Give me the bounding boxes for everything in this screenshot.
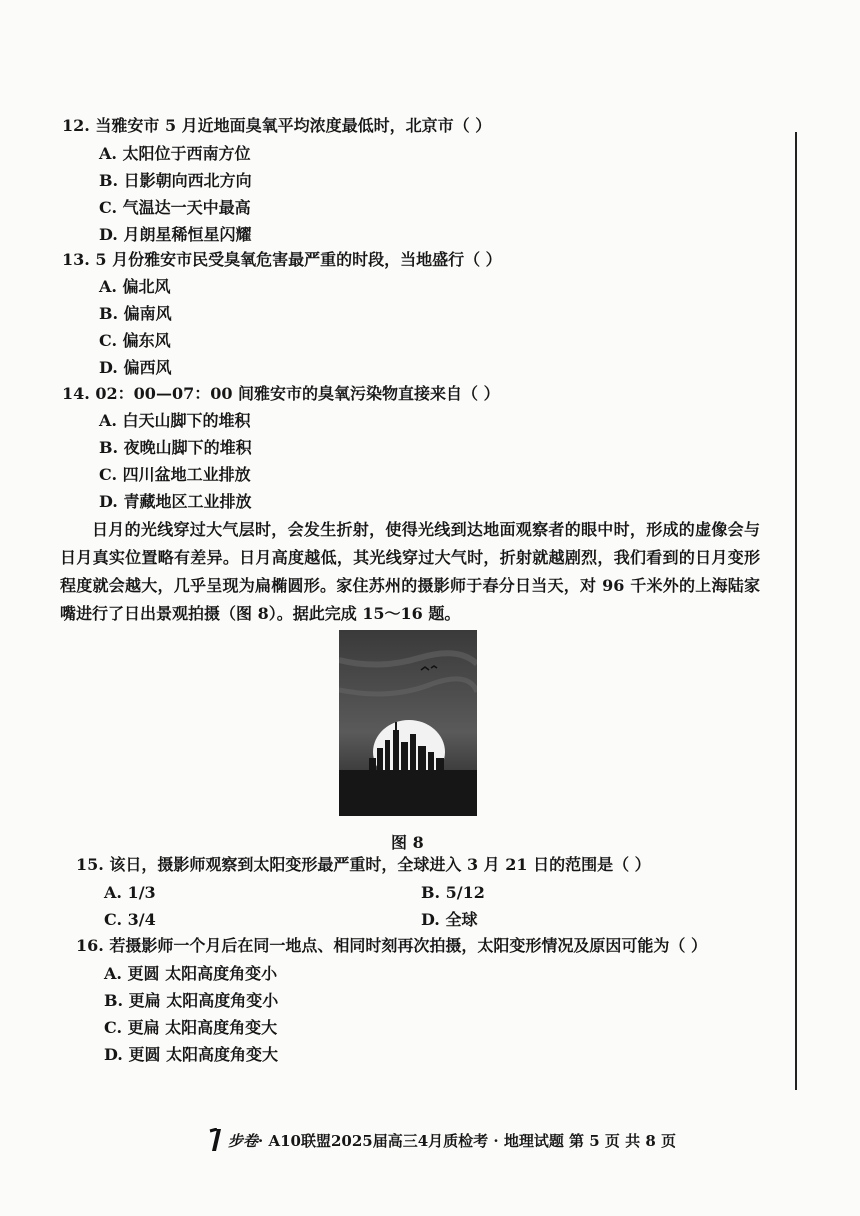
question-13-option-d: D. 偏西风 xyxy=(99,358,172,377)
question-12-stem: 12. 当雅安市 5 月近地面臭氧平均浓度最低时，北京市（ ） xyxy=(62,116,492,135)
figure-8-sunrise-photo xyxy=(339,630,477,816)
footer-text: · A10联盟2025届高三4月质检考 · 地理试题 第 5 页 共 8 页 xyxy=(258,1132,677,1150)
question-15-stem: 15. 该日，摄影师观察到太阳变形最严重时，全球进入 3 月 21 日的范围是（ ） xyxy=(76,855,651,874)
question-12-option-c: C. 气温达一天中最高 xyxy=(99,198,251,217)
question-15-option-d: D. 全球 xyxy=(421,910,478,929)
question-14-option-d: D. 青藏地区工业排放 xyxy=(99,492,252,511)
question-13-option-c: C. 偏东风 xyxy=(99,331,171,350)
question-15-option-a: A. 1/3 xyxy=(104,883,156,902)
passage-text: 日月的光线穿过大气层时，会发生折射，使得光线到达地面观察者的眼中时，形成的虚像会与日月真实位置略有差异。日月高度越低，其光线穿过大气时，折射就越剧烈，我们看到的日月变形程度就会越大，几乎呈现为扁椭圆形。家住苏州的摄影师于春分日当天，对 96 千米外的上海陆家嘴进行了日出景观拍摄（图 8）。据此完成 15～16 题。 xyxy=(60,520,760,623)
question-12-option-a: A. 太阳位于西南方位 xyxy=(99,144,251,163)
brand-mark-icon xyxy=(208,1128,224,1152)
question-14-option-a: A. 白天山脚下的堆积 xyxy=(99,411,251,430)
question-15-option-b: B. 5/12 xyxy=(421,883,485,902)
question-16-option-b: B. 更扁 太阳高度角变小 xyxy=(104,991,279,1010)
question-16-option-d: D. 更圆 太阳高度角变大 xyxy=(104,1045,279,1064)
sunrise-skyline-image xyxy=(339,630,477,816)
question-16-option-c: C. 更扁 太阳高度角变大 xyxy=(104,1018,278,1037)
page-footer xyxy=(208,1128,676,1156)
brand-name: 步卷 xyxy=(228,1132,259,1150)
brand-logo xyxy=(208,1128,224,1156)
question-14-option-c: C. 四川盆地工业排放 xyxy=(99,465,251,484)
question-13-stem: 13. 5 月份雅安市民受臭氧危害最严重的时段，当地盛行（ ） xyxy=(62,250,502,269)
question-12-option-b: B. 日影朝向西北方向 xyxy=(99,171,252,190)
binding-margin-line xyxy=(795,132,797,1090)
question-16-option-a: A. 更圆 太阳高度角变小 xyxy=(104,964,278,983)
question-12-option-d: D. 月朗星稀恒星闪耀 xyxy=(99,225,252,244)
figure-8-caption: 图 8 xyxy=(391,833,424,852)
question-14-stem: 14. 02：00—07：00 间雅安市的臭氧污染物直接来自（ ） xyxy=(62,384,500,403)
question-16-stem: 16. 若摄影师一个月后在同一地点、相同时刻再次拍摄，太阳变形情况及原因可能为（ ） xyxy=(76,936,707,955)
question-13-option-a: A. 偏北风 xyxy=(99,277,171,296)
question-14-option-b: B. 夜晚山脚下的堆积 xyxy=(99,438,252,457)
question-15-option-c: C. 3/4 xyxy=(104,910,156,929)
reading-passage xyxy=(60,516,760,628)
question-13-option-b: B. 偏南风 xyxy=(99,304,172,323)
